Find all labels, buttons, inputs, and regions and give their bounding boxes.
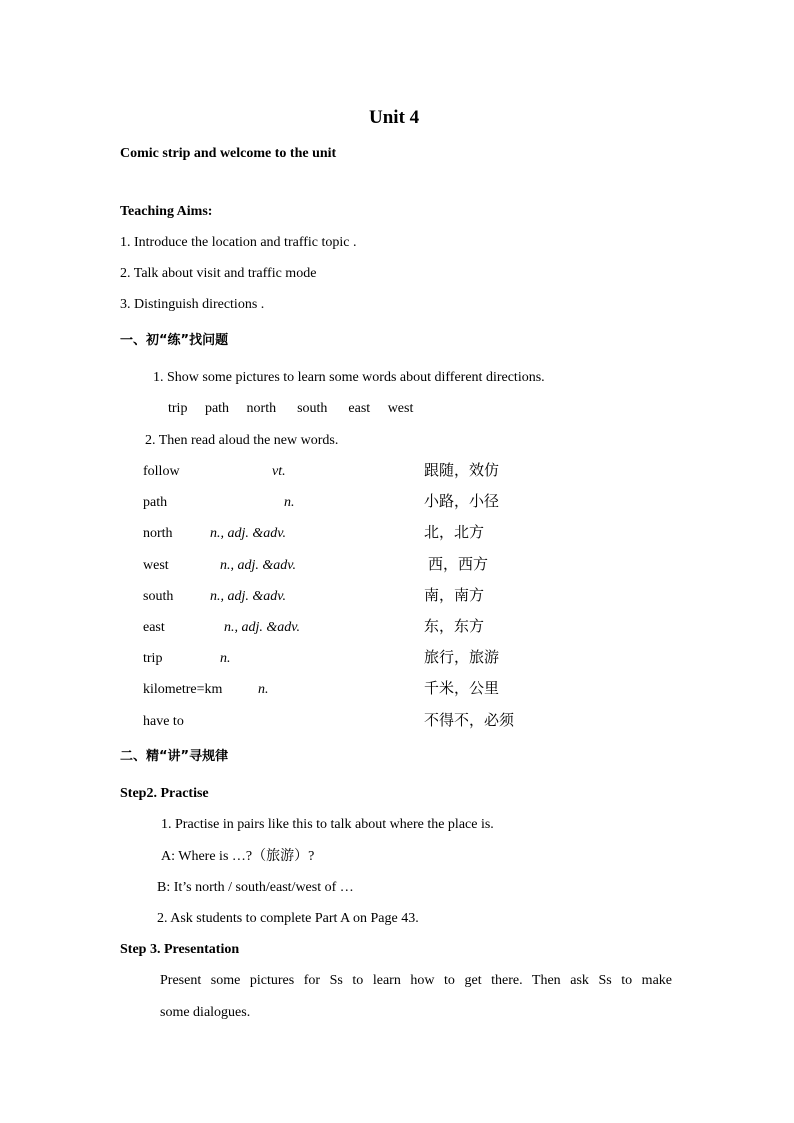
section1-step1: 1. Show some pictures to learn some words about different directions. — [153, 370, 545, 385]
unit-title: Unit 4 — [369, 107, 420, 128]
vocab-word: south — [143, 589, 174, 604]
vocab-word: north — [143, 526, 173, 541]
vocab-meaning: 东，东方 — [424, 617, 485, 635]
vocab-meaning: 小路，小径 — [424, 492, 500, 510]
vocab-meaning: 不得不，必须 — [424, 711, 515, 729]
vocab-meaning: 南，南方 — [424, 586, 485, 604]
vocab-pos: n. — [220, 651, 231, 666]
vocab-meaning: 旅行，旅游 — [424, 648, 500, 666]
vocab-pos: n., adj. &adv. — [210, 526, 286, 541]
aim-item-2: 2. Talk about visit and traffic mode — [120, 266, 317, 281]
direction-words: trip path north south east west — [168, 401, 414, 416]
step2-line-1: 1. Practise in pairs like this to talk about where the place is. — [161, 817, 494, 832]
teaching-aims-heading: Teaching Aims: — [120, 204, 213, 219]
step3-line-2: some dialogues. — [160, 1005, 251, 1020]
step2-line-3: B: It’s north / south/east/west of … — [157, 880, 354, 895]
section1-step2: 2. Then read aloud the new words. — [145, 433, 339, 448]
vocab-pos: n. — [284, 495, 295, 510]
vocab-word: follow — [143, 464, 180, 479]
vocab-pos: vt. — [272, 464, 286, 479]
vocab-meaning: 西，西方 — [428, 555, 489, 573]
vocab-word: path — [143, 495, 168, 510]
vocab-pos: n., adj. &adv. — [210, 589, 286, 604]
vocab-pos: n. — [258, 682, 269, 697]
step2-heading: Step2. Practise — [120, 786, 209, 801]
vocab-word: kilometre=km — [143, 682, 223, 697]
aim-item-1: 1. Introduce the location and traffic topic . — [120, 235, 357, 250]
vocab-word: west — [143, 558, 169, 573]
step3-line-1: Present some pictures for Ss to learn how to get there. Then ask Ss to make — [160, 973, 672, 988]
vocab-word: east — [143, 620, 165, 635]
vocab-meaning: 跟随，效仿 — [424, 461, 500, 479]
vocab-pos: n., adj. &adv. — [224, 620, 300, 635]
vocab-meaning: 北，北方 — [424, 523, 485, 541]
section2-heading: 二、精“讲”寻规律 — [120, 749, 229, 764]
aim-item-3: 3. Distinguish directions . — [120, 297, 265, 312]
lesson-subtitle: Comic strip and welcome to the unit — [120, 146, 337, 161]
vocab-meaning: 千米，公里 — [424, 679, 500, 697]
vocab-pos: n., adj. &adv. — [220, 558, 296, 573]
step2-line-2: A: Where is …?（旅游）? — [161, 849, 315, 864]
vocab-word: trip — [143, 651, 163, 666]
step2-line-4: 2. Ask students to complete Part A on Page 43. — [157, 911, 419, 926]
vocab-word: have to — [143, 714, 184, 729]
section1-heading: 一、初“练”找问题 — [120, 333, 229, 348]
step3-heading: Step 3. Presentation — [120, 942, 240, 957]
